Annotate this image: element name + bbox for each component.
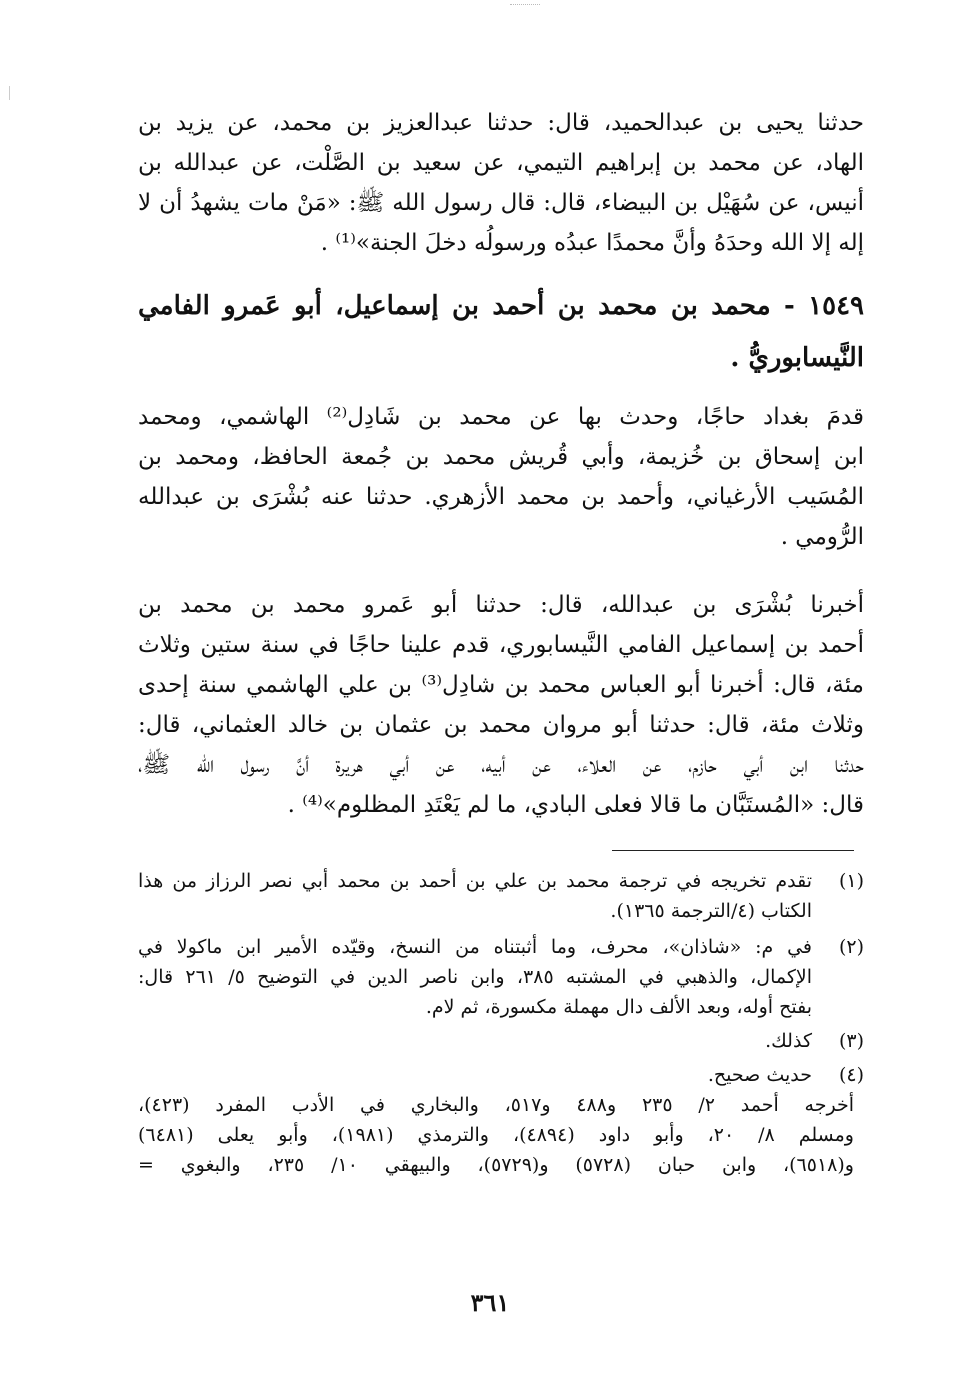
footnote-line: و(٦٥١٨)، وابن حبان (٥٧٢٨) و(٥٧٢٩)، والبيهقي ١٠/ ٢٣٥، والبغوي =	[138, 1154, 854, 1176]
text-line: الرُّومي .	[780, 524, 864, 550]
scan-mark	[9, 86, 10, 100]
footnote-divider	[612, 850, 854, 851]
text-line: أخبرنا بُشْرَى بن عبدالله، قال: حدثنا أبو عَمرو محمد بن محمد بن	[138, 592, 864, 618]
text-line: حدثنا ابن أبي حازم، عن العلاء، عن أبيه، عن أبي هريرة أنَّ رسول الله ﷺ،	[138, 752, 864, 778]
biography-paragraph	[138, 397, 864, 557]
text-line: وثلاث مئة، قال: حدثنا أبو مروان محمد بن عثمان بن خالد العثماني، قال:	[138, 712, 864, 738]
footnote-line: ومسلم ٨/ ٢٠، وأبو داود (٤٨٩٤)، والترمذي (١٩٨١)، وأبو يعلى (٦٤٨١)	[138, 1124, 854, 1146]
footnote-line: حديث صحيح.	[707, 1064, 812, 1086]
footnote-4-detail	[138, 1090, 864, 1180]
footnote-line: في م: «شاذان»، محرف، وما أثبتناه من النسخ، وقيّده الأمير ابن ماكولا في	[138, 936, 812, 958]
hadith-paragraph-1	[138, 103, 864, 263]
footnote-3	[138, 1026, 864, 1056]
footnote-number: (٤)	[838, 1064, 864, 1086]
text-line: أنيس، عن سُهَيْل بن البيضاء، قال: قال رسول الله ﷺ: «مَنْ مات يشهدُ أن لا	[138, 190, 864, 216]
footnote-line: الكتاب (٤/الترجمة ١٣٦٥).	[610, 900, 812, 922]
text-line: ابن إسحاق بن خُزيمة، وأبي قُريش محمد بن جُمعة الحافظ، ومحمد بن	[138, 444, 864, 470]
footnote-number: (٣)	[838, 1030, 864, 1052]
footnote-line: بفتح أوله، وبعد الألف دال مهملة مكسورة، ثم لام.	[425, 996, 812, 1018]
footnote-4	[138, 1060, 864, 1090]
page-number: ٣٦١	[470, 1288, 510, 1317]
scan-mark	[510, 4, 540, 5]
footnote-line: كذلك.	[765, 1030, 812, 1052]
heading-line: النَّيسابوريُّ .	[730, 343, 864, 373]
footnote-line: الإكمال، والذهبي في المشتبه ٣٨٥، وابن ناصر الدين في التوضيح ٥/ ٢٦١ قال:	[138, 966, 812, 988]
heading-line: ١٥٤٩ - محمد بن محمد بن أحمد بن إسماعيل، أبو عَمرو الفامي	[138, 291, 864, 321]
text-line: حدثنا يحيى بن عبدالحميد، قال: حدثنا عبدالعزيز بن محمد، عن يزيد بن	[138, 110, 864, 136]
text-line: المُسَيب الأرغياني، وأحمد بن محمد الأزهري. حدثنا عنه بُشْرَى بن عبدالله	[138, 484, 864, 510]
text-line: إله إلا الله وحدَهُ وأنَّ محمدًا عبدُه ورسولُه دخلَ الجنة»⁽¹⁾ .	[320, 230, 864, 256]
footnote-1	[138, 866, 864, 926]
footnote-line: تقدم تخريجه في ترجمة محمد بن علي بن أحمد بن محمد أبي نصر الرزاز من هذا	[138, 870, 812, 892]
footnotes	[138, 866, 864, 1180]
footnote-number: (٢)	[838, 936, 864, 958]
text-line: الهاد، عن محمد بن إبراهيم التيمي، عن سعيد بن الصَّلْت، عن عبدالله بن	[138, 150, 864, 176]
text-line: أحمد بن إسماعيل الفامي النَّيسابوري، قدم علينا حاجًا في سنة ستين وثلاث	[138, 632, 864, 658]
footnote-line: أخرجه أحمد ٢/ ٢٣٥ و٤٨٨ و٥١٧، والبخاري في الأدب المفرد (٤٢٣)،	[138, 1094, 854, 1116]
biography-heading	[138, 280, 864, 384]
text-line: قال: «المُستَبَّان ما قالا فعلى البادي، ما لم يَعْتَدِ المظلوم»⁽⁴⁾ .	[287, 792, 864, 818]
footnote-number: (١)	[838, 870, 864, 892]
text-line: مئة، قال: أخبرنا أبو العباس محمد بن شادِل⁽³⁾ بن علي الهاشمي سنة إحدى	[138, 672, 864, 698]
hadith-paragraph-2	[138, 585, 864, 825]
text-line: قدمَ بغداد حاجًا، وحدث بها عن محمد بن شَادِل⁽²⁾ الهاشمي، ومحمد	[138, 404, 864, 430]
footnote-2	[138, 932, 864, 1022]
